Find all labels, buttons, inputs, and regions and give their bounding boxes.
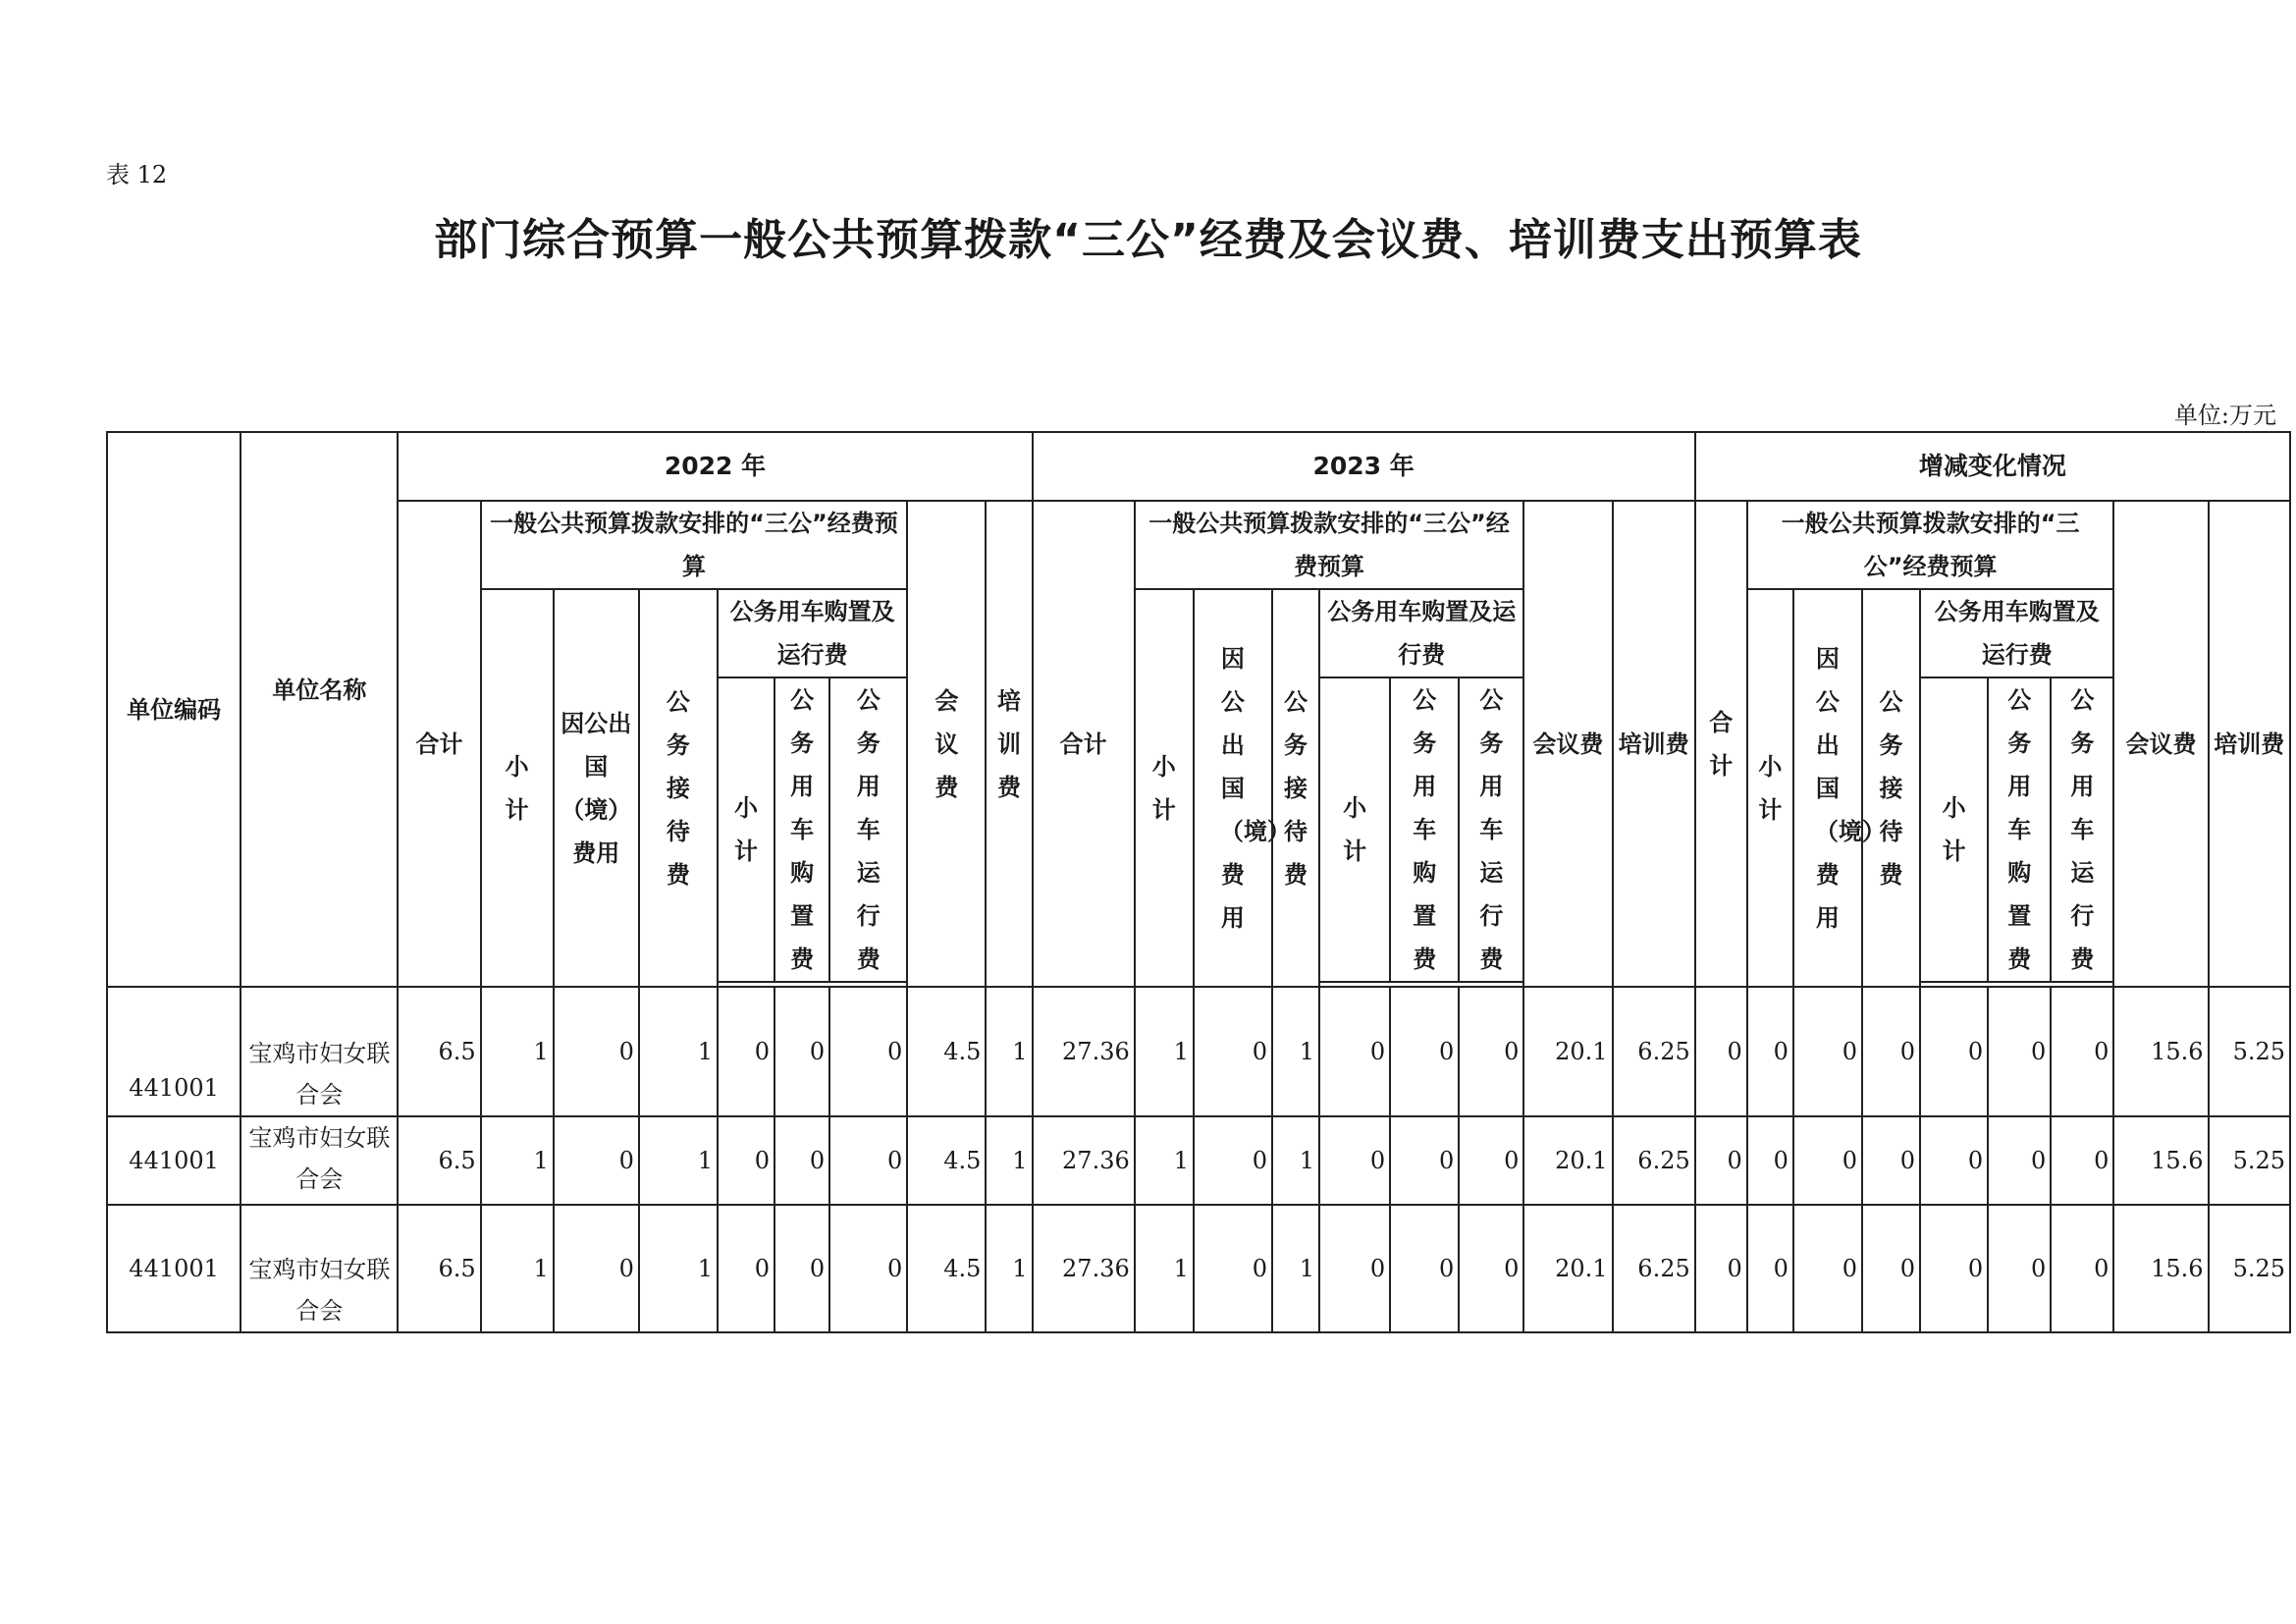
header-meeting-change: 会议费	[2113, 501, 2208, 987]
header-sangong-change: 一般公共预算拨款安排的“三公”经费预算	[1747, 501, 2114, 589]
value-cell: 1	[986, 1116, 1032, 1205]
value-cell: 0	[1862, 1205, 1920, 1332]
value-cell: 0	[1988, 1205, 2051, 1332]
value-cell: 0	[1459, 987, 1523, 1116]
value-cell: 1	[1135, 1205, 1194, 1332]
header-reception-change: 公务接待费	[1862, 589, 1920, 987]
value-cell: 0	[554, 987, 639, 1116]
header-abroad-2023: 因公出国（境）费用	[1194, 589, 1272, 987]
header-subtotal-2022: 小计	[481, 589, 554, 987]
header-car-operation-change: 公务用车运行费	[2051, 677, 2113, 982]
unit-name-cell: 宝鸡市妇女联合会	[240, 1205, 398, 1332]
value-cell: 1	[639, 987, 718, 1116]
header-car-group-2023: 公务用车购置及运行费	[1319, 589, 1523, 677]
value-cell: 4.5	[907, 1116, 986, 1205]
unit-code-cell: 441001	[107, 987, 240, 1116]
value-cell: 6.5	[398, 1205, 480, 1332]
value-cell: 27.36	[1033, 1205, 1135, 1332]
value-cell: 0	[554, 1205, 639, 1332]
value-cell: 1	[1272, 1205, 1319, 1332]
header-training-2023: 培训费	[1613, 501, 1695, 987]
value-cell: 0	[554, 1116, 639, 1205]
value-cell: 0	[1793, 987, 1862, 1116]
value-cell: 1	[639, 1116, 718, 1205]
value-cell: 0	[1920, 1205, 1988, 1332]
header-car-purchase-2022: 公务用车购置费	[774, 677, 829, 982]
value-cell: 0	[1695, 1116, 1747, 1205]
header-reception-2023: 公务接待费	[1272, 589, 1319, 987]
header-sangong-2022: 一般公共预算拨款安排的“三公”经费预算	[481, 501, 908, 589]
value-cell: 1	[986, 987, 1032, 1116]
value-cell: 0	[1390, 987, 1459, 1116]
header-car-purchase-2023: 公务用车购置费	[1390, 677, 1459, 982]
value-cell: 0	[829, 987, 907, 1116]
header-year-2022: 2022 年	[398, 432, 1032, 501]
value-cell: 1	[1135, 1116, 1194, 1205]
header-car-subtotal-2022: 小计	[718, 677, 774, 982]
header-car-group-2022: 公务用车购置及运行费	[718, 589, 907, 677]
header-car-purchase-change: 公务用车购置费	[1988, 677, 2051, 982]
value-cell: 1	[1272, 987, 1319, 1116]
header-car-subtotal-2023: 小计	[1319, 677, 1390, 982]
header-year-2023: 2023 年	[1033, 432, 1695, 501]
table-row	[107, 987, 2290, 1116]
value-cell: 0	[718, 1205, 774, 1332]
value-cell: 20.1	[1523, 987, 1612, 1116]
value-cell: 0	[1459, 1116, 1523, 1205]
value-cell: 5.25	[2209, 987, 2290, 1116]
budget-table	[106, 431, 2291, 1333]
value-cell: 1	[1135, 987, 1194, 1116]
header-car-operation-2022: 公务用车运行费	[829, 677, 907, 982]
header-subtotal-change: 小计	[1747, 589, 1793, 987]
value-cell: 0	[1390, 1205, 1459, 1332]
value-cell: 0	[1695, 987, 1747, 1116]
value-cell: 0	[1862, 1116, 1920, 1205]
value-cell: 15.6	[2113, 987, 2208, 1116]
value-cell: 27.36	[1033, 987, 1135, 1116]
value-cell: 0	[1194, 1116, 1272, 1205]
unit-name-cell: 宝鸡市妇女联合会	[240, 1116, 398, 1205]
value-cell: 0	[1920, 987, 1988, 1116]
header-sangong-2023: 一般公共预算拨款安排的“三公”经费预算	[1135, 501, 1524, 589]
value-cell: 1	[1272, 1116, 1319, 1205]
unit-code-cell: 441001	[107, 1116, 240, 1205]
value-cell: 0	[1793, 1205, 1862, 1332]
value-cell: 20.1	[1523, 1116, 1612, 1205]
value-cell: 0	[774, 987, 829, 1116]
header-abroad-change: 因公出国（境）费用	[1793, 589, 1862, 987]
unit-label: 单位:万元	[2173, 402, 2276, 429]
header-subtotal-2023: 小计	[1135, 589, 1194, 987]
header-reception-2022: 公务接待费	[639, 589, 718, 987]
value-cell: 20.1	[1523, 1205, 1612, 1332]
value-cell: 1	[481, 1205, 554, 1332]
value-cell: 0	[1793, 1116, 1862, 1205]
table-number-label: 表 12	[106, 161, 168, 189]
header-meeting-2022: 会议费	[907, 501, 986, 987]
header-change: 增减变化情况	[1695, 432, 2290, 501]
value-cell: 4.5	[907, 987, 986, 1116]
value-cell: 4.5	[907, 1205, 986, 1332]
header-car-operation-2023: 公务用车运行费	[1459, 677, 1523, 982]
value-cell: 1	[639, 1205, 718, 1332]
header-training-change: 培训费	[2209, 501, 2290, 987]
value-cell: 15.6	[2113, 1116, 2208, 1205]
header-car-group-change: 公务用车购置及运行费	[1920, 589, 2113, 677]
value-cell: 27.36	[1033, 1116, 1135, 1205]
value-cell: 15.6	[2113, 1205, 2208, 1332]
value-cell: 0	[718, 1116, 774, 1205]
header-car-subtotal-change: 小计	[1920, 677, 1988, 982]
header-total-2023: 合计	[1033, 501, 1135, 987]
value-cell: 0	[1988, 1116, 2051, 1205]
page-title: 部门综合预算一般公共预算拨款“三公”经费及会议费、培训费支出预算表	[434, 215, 1862, 265]
value-cell: 6.25	[1613, 987, 1695, 1116]
unit-code-cell: 441001	[107, 1205, 240, 1332]
value-cell: 0	[1920, 1116, 1988, 1205]
value-cell: 0	[1747, 987, 1793, 1116]
table-row	[107, 1116, 2290, 1205]
value-cell: 0	[1459, 1205, 1523, 1332]
value-cell: 6.5	[398, 987, 480, 1116]
value-cell: 0	[774, 1205, 829, 1332]
header-training-2022: 培训费	[986, 501, 1032, 987]
header-total-change: 合计	[1695, 501, 1747, 987]
value-cell: 5.25	[2209, 1205, 2290, 1332]
header-abroad-2022: 因公出国（境）费用	[554, 589, 639, 987]
header-total-2022: 合计	[398, 501, 480, 987]
value-cell: 1	[986, 1205, 1032, 1332]
value-cell: 0	[1194, 987, 1272, 1116]
value-cell: 6.25	[1613, 1205, 1695, 1332]
value-cell: 0	[2051, 987, 2113, 1116]
value-cell: 0	[2051, 1205, 2113, 1332]
value-cell: 0	[718, 987, 774, 1116]
table-row	[107, 1205, 2290, 1332]
value-cell: 1	[481, 1116, 554, 1205]
unit-name-cell: 宝鸡市妇女联合会	[240, 987, 398, 1116]
value-cell: 0	[829, 1116, 907, 1205]
header-unit-name: 单位名称	[240, 432, 398, 987]
value-cell: 0	[829, 1205, 907, 1332]
value-cell: 0	[1319, 1116, 1390, 1205]
value-cell: 6.5	[398, 1116, 480, 1205]
value-cell: 0	[1988, 987, 2051, 1116]
value-cell: 0	[2051, 1116, 2113, 1205]
header-meeting-2023: 会议费	[1523, 501, 1612, 987]
value-cell: 0	[1862, 987, 1920, 1116]
value-cell: 0	[774, 1116, 829, 1205]
value-cell: 0	[1319, 1205, 1390, 1332]
value-cell: 0	[1747, 1116, 1793, 1205]
value-cell: 0	[1194, 1205, 1272, 1332]
header-unit-code: 单位编码	[107, 432, 240, 987]
value-cell: 0	[1695, 1205, 1747, 1332]
value-cell: 5.25	[2209, 1116, 2290, 1205]
value-cell: 6.25	[1613, 1116, 1695, 1205]
value-cell: 0	[1319, 987, 1390, 1116]
value-cell: 0	[1390, 1116, 1459, 1205]
value-cell: 1	[481, 987, 554, 1116]
value-cell: 0	[1747, 1205, 1793, 1332]
